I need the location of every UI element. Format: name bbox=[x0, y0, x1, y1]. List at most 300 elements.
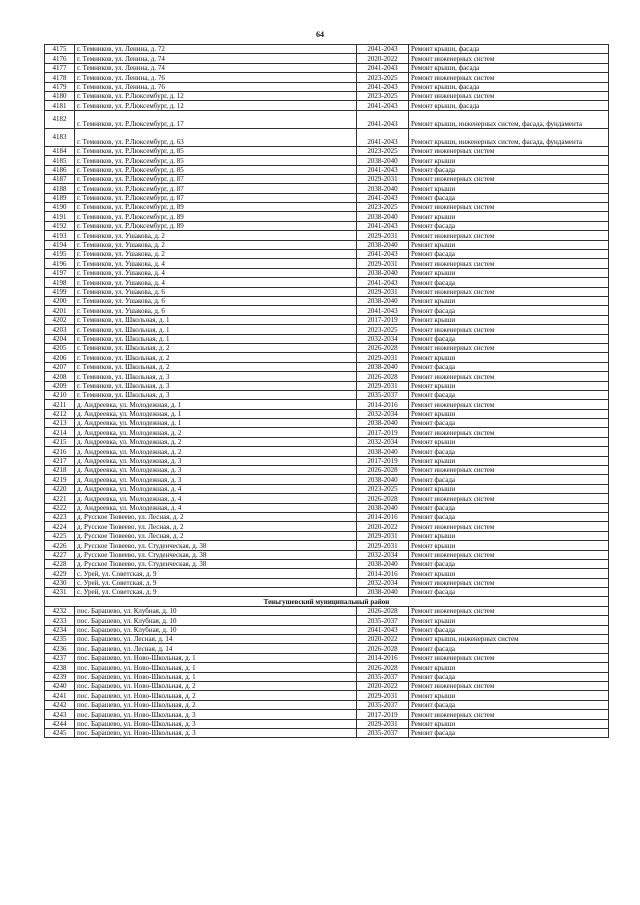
row-work-type: Ремонт крыши bbox=[409, 268, 609, 277]
row-number: 4231 bbox=[45, 588, 75, 597]
row-number: 4206 bbox=[45, 353, 75, 362]
row-period: 2032-2034 bbox=[357, 409, 409, 418]
table-row bbox=[45, 325, 609, 334]
table-row bbox=[45, 550, 609, 559]
row-period: 2017-2019 bbox=[357, 710, 409, 719]
row-address: д. Русское Тювеево, ул. Лесная, д. 2 bbox=[75, 531, 357, 540]
row-number: 4175 bbox=[45, 45, 75, 54]
row-number: 4217 bbox=[45, 456, 75, 465]
table-row bbox=[45, 390, 609, 399]
row-number: 4177 bbox=[45, 63, 75, 72]
row-period: 2029-2031 bbox=[357, 381, 409, 390]
table-row bbox=[45, 700, 609, 709]
table-row bbox=[45, 82, 609, 91]
table-row bbox=[45, 372, 609, 381]
table-row bbox=[45, 728, 609, 737]
row-period: 2038-2040 bbox=[357, 503, 409, 512]
table-row bbox=[45, 644, 609, 653]
table-row bbox=[45, 91, 609, 100]
row-period: 2020-2022 bbox=[357, 522, 409, 531]
row-number: 4218 bbox=[45, 466, 75, 475]
row-number: 4216 bbox=[45, 447, 75, 456]
row-period: 2020-2022 bbox=[357, 682, 409, 691]
row-address: с. Урей, ул. Советская, д. 9 bbox=[75, 588, 357, 597]
row-address: г. Темников, ул. Р.Люксембург, д. 85 bbox=[75, 165, 357, 174]
row-address: пос. Барашево, ул. Лесная, д. 14 bbox=[75, 644, 357, 653]
row-address: г. Темников, ул. Р.Люксембург, д. 12 bbox=[75, 91, 357, 100]
row-period: 2029-2031 bbox=[357, 231, 409, 240]
row-work-type: Ремонт крыши bbox=[409, 437, 609, 446]
table-row bbox=[45, 635, 609, 644]
row-work-type: Ремонт крыши, фасада bbox=[409, 45, 609, 54]
row-work-type: Ремонт фасада bbox=[409, 700, 609, 709]
row-number: 4232 bbox=[45, 606, 75, 615]
row-number: 4197 bbox=[45, 268, 75, 277]
row-work-type: Ремонт инженерных систем bbox=[409, 682, 609, 691]
row-period: 2026-2028 bbox=[357, 494, 409, 503]
row-number: 4227 bbox=[45, 550, 75, 559]
row-address: д. Андреевка, ул. Молодежная, д. 3 bbox=[75, 456, 357, 465]
table-row bbox=[45, 512, 609, 521]
row-number: 4228 bbox=[45, 559, 75, 568]
row-number: 4214 bbox=[45, 428, 75, 437]
row-work-type: Ремонт крыши bbox=[409, 569, 609, 578]
table-row bbox=[45, 212, 609, 221]
row-period: 2032-2034 bbox=[357, 578, 409, 587]
row-period: 2041-2043 bbox=[357, 128, 409, 146]
table-row bbox=[45, 334, 609, 343]
row-work-type: Ремонт фасада bbox=[409, 306, 609, 315]
row-address: пос. Барашево, ул. Клубная, д. 10 bbox=[75, 606, 357, 615]
row-number: 4238 bbox=[45, 663, 75, 672]
table-row bbox=[45, 315, 609, 324]
row-period: 2026-2028 bbox=[357, 663, 409, 672]
table-row bbox=[45, 353, 609, 362]
row-address: г. Темников, ул. Ушакова, д. 2 bbox=[75, 231, 357, 240]
row-number: 4222 bbox=[45, 503, 75, 512]
row-work-type: Ремонт инженерных систем bbox=[409, 710, 609, 719]
row-period: 2017-2019 bbox=[357, 428, 409, 437]
row-period: 2041-2043 bbox=[357, 221, 409, 230]
row-period: 2026-2028 bbox=[357, 644, 409, 653]
row-period: 2032-2034 bbox=[357, 550, 409, 559]
row-number: 4237 bbox=[45, 653, 75, 662]
table-row bbox=[45, 710, 609, 719]
row-period: 2020-2022 bbox=[357, 54, 409, 63]
row-address: г. Темников, ул. Школьная, д. 2 bbox=[75, 362, 357, 371]
table-row bbox=[45, 691, 609, 700]
row-address: пос. Барашево, ул. Ново-Школьная, д. 3 bbox=[75, 710, 357, 719]
row-address: д. Андреевка, ул. Молодежная, д. 3 bbox=[75, 466, 357, 475]
row-work-type: Ремонт инженерных систем bbox=[409, 231, 609, 240]
row-number: 4188 bbox=[45, 184, 75, 193]
table-row bbox=[45, 625, 609, 634]
row-work-type: Ремонт инженерных систем bbox=[409, 550, 609, 559]
table-row bbox=[45, 682, 609, 691]
table-row bbox=[45, 296, 609, 305]
row-period: 2041-2043 bbox=[357, 250, 409, 259]
row-number: 4189 bbox=[45, 193, 75, 202]
row-work-type: Ремонт крыши bbox=[409, 315, 609, 324]
row-number: 4219 bbox=[45, 475, 75, 484]
row-number: 4195 bbox=[45, 250, 75, 259]
row-number: 4229 bbox=[45, 569, 75, 578]
row-work-type: Ремонт крыши bbox=[409, 719, 609, 728]
row-address: с. Урей, ул. Советская, д. 9 bbox=[75, 578, 357, 587]
row-period: 2038-2040 bbox=[357, 588, 409, 597]
district-header-row bbox=[45, 597, 609, 606]
table-row bbox=[45, 409, 609, 418]
row-period: 2038-2040 bbox=[357, 240, 409, 249]
row-period: 2029-2031 bbox=[357, 531, 409, 540]
row-work-type: Ремонт крыши bbox=[409, 409, 609, 418]
row-period: 2023-2025 bbox=[357, 325, 409, 334]
row-work-type: Ремонт крыши bbox=[409, 212, 609, 221]
row-address: г. Темников, ул. Ушакова, д. 6 bbox=[75, 306, 357, 315]
row-number: 4178 bbox=[45, 73, 75, 82]
row-address: д. Русское Тювеево, ул. Студенческая, д. 38 bbox=[75, 541, 357, 550]
row-work-type: Ремонт фасада bbox=[409, 512, 609, 521]
row-period: 2029-2031 bbox=[357, 174, 409, 183]
row-address: пос. Барашево, ул. Ново-Школьная, д. 2 bbox=[75, 682, 357, 691]
row-work-type: Ремонт фасада bbox=[409, 390, 609, 399]
row-number: 4184 bbox=[45, 146, 75, 155]
row-period: 2023-2025 bbox=[357, 73, 409, 82]
row-period: 2035-2037 bbox=[357, 728, 409, 737]
row-work-type: Ремонт инженерных систем bbox=[409, 174, 609, 183]
row-address: г. Темников, ул. Ленина, д. 72 bbox=[75, 45, 357, 54]
row-work-type: Ремонт фасада bbox=[409, 278, 609, 287]
row-number: 4186 bbox=[45, 165, 75, 174]
row-address: г. Темников, ул. Школьная, д. 3 bbox=[75, 372, 357, 381]
row-period: 2038-2040 bbox=[357, 362, 409, 371]
row-address: д. Андреевка, ул. Молодежная, д. 4 bbox=[75, 503, 357, 512]
row-work-type: Ремонт крыши bbox=[409, 663, 609, 672]
row-work-type: Ремонт крыши bbox=[409, 296, 609, 305]
row-period: 2014-2016 bbox=[357, 653, 409, 662]
row-number: 4235 bbox=[45, 635, 75, 644]
table-row bbox=[45, 174, 609, 183]
row-period: 2038-2040 bbox=[357, 559, 409, 568]
row-work-type: Ремонт инженерных систем bbox=[409, 400, 609, 409]
row-period: 2038-2040 bbox=[357, 296, 409, 305]
table-row bbox=[45, 475, 609, 484]
row-work-type: Ремонт инженерных систем bbox=[409, 466, 609, 475]
table-row bbox=[45, 606, 609, 615]
row-work-type: Ремонт фасада bbox=[409, 250, 609, 259]
row-work-type: Ремонт фасада bbox=[409, 503, 609, 512]
row-address: с. Урей, ул. Советская, д. 9 bbox=[75, 569, 357, 578]
row-number: 4180 bbox=[45, 91, 75, 100]
row-work-type: Ремонт инженерных систем bbox=[409, 325, 609, 334]
row-work-type: Ремонт инженерных систем bbox=[409, 146, 609, 155]
row-period: 2035-2037 bbox=[357, 672, 409, 681]
row-work-type: Ремонт крыши bbox=[409, 240, 609, 249]
table-row bbox=[45, 663, 609, 672]
table-row bbox=[45, 110, 609, 128]
row-address: пос. Барашево, ул. Ново-Школьная, д. 2 bbox=[75, 700, 357, 709]
row-number: 4239 bbox=[45, 672, 75, 681]
row-period: 2041-2043 bbox=[357, 82, 409, 91]
row-period: 2041-2043 bbox=[357, 625, 409, 634]
row-work-type: Ремонт инженерных систем bbox=[409, 259, 609, 268]
row-address: г. Темников, ул. Школьная, д. 3 bbox=[75, 381, 357, 390]
row-number: 4210 bbox=[45, 390, 75, 399]
row-address: г. Темников, ул. Р.Люксембург, д. 17 bbox=[75, 110, 357, 128]
table-row bbox=[45, 719, 609, 728]
row-address: г. Темников, ул. Р.Люксембург, д. 89 bbox=[75, 203, 357, 212]
row-work-type: Ремонт инженерных систем bbox=[409, 54, 609, 63]
row-number: 4202 bbox=[45, 315, 75, 324]
row-address: пос. Барашево, ул. Ново-Школьная, д. 1 bbox=[75, 653, 357, 662]
table-row bbox=[45, 672, 609, 681]
row-work-type: Ремонт фасада bbox=[409, 625, 609, 634]
row-number: 4194 bbox=[45, 240, 75, 249]
row-number: 4234 bbox=[45, 625, 75, 634]
row-work-type: Ремонт крыши bbox=[409, 484, 609, 493]
row-number: 4243 bbox=[45, 710, 75, 719]
table-body bbox=[45, 45, 609, 738]
row-number: 4191 bbox=[45, 212, 75, 221]
table-row bbox=[45, 456, 609, 465]
row-period: 2038-2040 bbox=[357, 268, 409, 277]
table-row bbox=[45, 484, 609, 493]
row-number: 4233 bbox=[45, 616, 75, 625]
row-number: 4198 bbox=[45, 278, 75, 287]
row-work-type: Ремонт фасада bbox=[409, 728, 609, 737]
row-work-type: Ремонт инженерных систем bbox=[409, 203, 609, 212]
row-work-type: Ремонт крыши, фасада bbox=[409, 101, 609, 110]
row-period: 2035-2037 bbox=[357, 390, 409, 399]
table-row bbox=[45, 259, 609, 268]
row-number: 4213 bbox=[45, 419, 75, 428]
row-address: г. Темников, ул. Ушакова, д. 4 bbox=[75, 278, 357, 287]
row-period: 2023-2025 bbox=[357, 146, 409, 155]
row-number: 4209 bbox=[45, 381, 75, 390]
row-address: д. Андреевка, ул. Молодежная, д. 2 bbox=[75, 437, 357, 446]
table-row bbox=[45, 522, 609, 531]
row-period: 2041-2043 bbox=[357, 45, 409, 54]
row-work-type: Ремонт крыши bbox=[409, 184, 609, 193]
row-address: г. Темников, ул. Р.Люксембург, д. 89 bbox=[75, 221, 357, 230]
table-row bbox=[45, 231, 609, 240]
row-work-type: Ремонт инженерных систем bbox=[409, 494, 609, 503]
row-period: 2038-2040 bbox=[357, 447, 409, 456]
row-period: 2038-2040 bbox=[357, 184, 409, 193]
row-work-type: Ремонт фасада bbox=[409, 193, 609, 202]
table-row bbox=[45, 165, 609, 174]
row-period: 2023-2025 bbox=[357, 203, 409, 212]
row-period: 2032-2034 bbox=[357, 437, 409, 446]
row-address: г. Темников, ул. Ушакова, д. 4 bbox=[75, 259, 357, 268]
row-address: д. Андреевка, ул. Молодежная, д. 4 bbox=[75, 494, 357, 503]
table-row bbox=[45, 569, 609, 578]
row-work-type: Ремонт крыши bbox=[409, 616, 609, 625]
row-number: 4240 bbox=[45, 682, 75, 691]
row-address: г. Темников, ул. Школьная, д. 3 bbox=[75, 390, 357, 399]
row-number: 4203 bbox=[45, 325, 75, 334]
row-number: 4196 bbox=[45, 259, 75, 268]
row-number: 4230 bbox=[45, 578, 75, 587]
row-period: 2014-2016 bbox=[357, 512, 409, 521]
row-number: 4208 bbox=[45, 372, 75, 381]
row-work-type: Ремонт крыши, инженерных систем bbox=[409, 635, 609, 644]
row-address: г. Темников, ул. Ушакова, д. 2 bbox=[75, 240, 357, 249]
row-period: 2026-2028 bbox=[357, 372, 409, 381]
row-period: 2041-2043 bbox=[357, 101, 409, 110]
table-row bbox=[45, 578, 609, 587]
row-work-type: Ремонт фасада bbox=[409, 221, 609, 230]
row-address: пос. Барашево, ул. Клубная, д. 10 bbox=[75, 625, 357, 634]
row-address: д. Русское Тювеево, ул. Лесная, д. 2 bbox=[75, 512, 357, 521]
row-period: 2041-2043 bbox=[357, 165, 409, 174]
row-period: 2029-2031 bbox=[357, 691, 409, 700]
row-period: 2038-2040 bbox=[357, 156, 409, 165]
row-period: 2017-2019 bbox=[357, 315, 409, 324]
row-address: г. Темников, ул. Р.Люксембург, д. 85 bbox=[75, 156, 357, 165]
row-period: 2017-2019 bbox=[357, 456, 409, 465]
row-period: 2041-2043 bbox=[357, 306, 409, 315]
row-number: 4199 bbox=[45, 287, 75, 296]
row-address: г. Темников, ул. Ушакова, д. 6 bbox=[75, 296, 357, 305]
table-row bbox=[45, 184, 609, 193]
table-row bbox=[45, 343, 609, 352]
row-work-type: Ремонт фасада bbox=[409, 362, 609, 371]
row-period: 2014-2016 bbox=[357, 400, 409, 409]
row-work-type: Ремонт фасада bbox=[409, 475, 609, 484]
table-row bbox=[45, 45, 609, 54]
row-number: 4241 bbox=[45, 691, 75, 700]
row-work-type: Ремонт фасада bbox=[409, 672, 609, 681]
table-row bbox=[45, 221, 609, 230]
row-number: 4225 bbox=[45, 531, 75, 540]
row-number: 4221 bbox=[45, 494, 75, 503]
row-number: 4244 bbox=[45, 719, 75, 728]
row-number: 4193 bbox=[45, 231, 75, 240]
row-number: 4205 bbox=[45, 343, 75, 352]
row-address: г. Темников, ул. Ушакова, д. 6 bbox=[75, 287, 357, 296]
row-work-type: Ремонт фасада bbox=[409, 588, 609, 597]
row-period: 2029-2031 bbox=[357, 259, 409, 268]
row-address: д. Андреевка, ул. Молодежная, д. 2 bbox=[75, 447, 357, 456]
row-work-type: Ремонт крыши bbox=[409, 531, 609, 540]
table-row bbox=[45, 156, 609, 165]
row-work-type: Ремонт инженерных систем bbox=[409, 653, 609, 662]
row-address: г. Темников, ул. Ушакова, д. 4 bbox=[75, 268, 357, 277]
row-number: 4236 bbox=[45, 644, 75, 653]
row-address: д. Андреевка, ул. Молодежная, д. 1 bbox=[75, 400, 357, 409]
table-row bbox=[45, 400, 609, 409]
table-row bbox=[45, 428, 609, 437]
row-work-type: Ремонт фасада bbox=[409, 419, 609, 428]
row-work-type: Ремонт крыши, инженерных систем, фасада, фундамента bbox=[409, 128, 609, 146]
row-address: д. Русское Тювеево, ул. Лесная, д. 2 bbox=[75, 522, 357, 531]
table-row bbox=[45, 268, 609, 277]
table-row bbox=[45, 193, 609, 202]
row-address: г. Темников, ул. Школьная, д. 1 bbox=[75, 315, 357, 324]
row-address: г. Темников, ул. Р.Люксембург, д. 87 bbox=[75, 184, 357, 193]
row-number: 4183 bbox=[45, 128, 75, 146]
row-address: г. Темников, ул. Р.Люксембург, д. 63 bbox=[75, 128, 357, 146]
row-work-type: Ремонт крыши bbox=[409, 353, 609, 362]
row-number: 4201 bbox=[45, 306, 75, 315]
table-row bbox=[45, 287, 609, 296]
table-row bbox=[45, 531, 609, 540]
row-period: 2041-2043 bbox=[357, 193, 409, 202]
row-work-type: Ремонт фасада bbox=[409, 334, 609, 343]
table-row bbox=[45, 362, 609, 371]
row-number: 4242 bbox=[45, 700, 75, 709]
table-row bbox=[45, 128, 609, 146]
table-row bbox=[45, 447, 609, 456]
row-number: 4211 bbox=[45, 400, 75, 409]
row-work-type: Ремонт инженерных систем bbox=[409, 522, 609, 531]
table-row bbox=[45, 306, 609, 315]
table-row bbox=[45, 541, 609, 550]
row-address: д. Андреевка, ул. Молодежная, д. 1 bbox=[75, 409, 357, 418]
row-work-type: Ремонт фасада bbox=[409, 447, 609, 456]
row-period: 2029-2031 bbox=[357, 287, 409, 296]
row-work-type: Ремонт инженерных систем bbox=[409, 578, 609, 587]
row-period: 2038-2040 bbox=[357, 419, 409, 428]
row-period: 2035-2037 bbox=[357, 616, 409, 625]
row-period: 2026-2028 bbox=[357, 343, 409, 352]
row-address: пос. Барашево, ул. Ново-Школьная, д. 2 bbox=[75, 691, 357, 700]
row-work-type: Ремонт инженерных систем bbox=[409, 73, 609, 82]
table-row bbox=[45, 240, 609, 249]
row-address: г. Темников, ул. Школьная, д. 1 bbox=[75, 325, 357, 334]
row-number: 4176 bbox=[45, 54, 75, 63]
row-number: 4215 bbox=[45, 437, 75, 446]
table-row bbox=[45, 73, 609, 82]
row-number: 4223 bbox=[45, 512, 75, 521]
row-address: г. Темников, ул. Р.Люксембург, д. 89 bbox=[75, 212, 357, 221]
table-row bbox=[45, 101, 609, 110]
row-period: 2038-2040 bbox=[357, 475, 409, 484]
row-period: 2041-2043 bbox=[357, 278, 409, 287]
row-number: 4179 bbox=[45, 82, 75, 91]
row-work-type: Ремонт инженерных систем bbox=[409, 287, 609, 296]
row-work-type: Ремонт инженерных систем bbox=[409, 372, 609, 381]
table-row bbox=[45, 653, 609, 662]
row-address: г. Темников, ул. Ленина, д. 74 bbox=[75, 63, 357, 72]
row-address: д. Андреевка, ул. Молодежная, д. 3 bbox=[75, 475, 357, 484]
table-row bbox=[45, 559, 609, 568]
table-row bbox=[45, 203, 609, 212]
row-period: 2023-2025 bbox=[357, 91, 409, 100]
row-period: 2041-2043 bbox=[357, 110, 409, 128]
row-address: г. Темников, ул. Ленина, д. 76 bbox=[75, 82, 357, 91]
row-number: 4207 bbox=[45, 362, 75, 371]
row-period: 2029-2031 bbox=[357, 541, 409, 550]
row-work-type: Ремонт крыши, инженерных систем, фасада, фундамента bbox=[409, 110, 609, 128]
row-period: 2026-2028 bbox=[357, 606, 409, 615]
row-period: 2041-2043 bbox=[357, 63, 409, 72]
table-row bbox=[45, 63, 609, 72]
row-work-type: Ремонт крыши bbox=[409, 156, 609, 165]
row-number: 4187 bbox=[45, 174, 75, 183]
table-row bbox=[45, 419, 609, 428]
row-address: пос. Барашево, ул. Ново-Школьная, д. 1 bbox=[75, 672, 357, 681]
row-number: 4204 bbox=[45, 334, 75, 343]
row-address: д. Русское Тювеево, ул. Студенческая, д. 38 bbox=[75, 550, 357, 559]
row-number: 4182 bbox=[45, 110, 75, 128]
table-row bbox=[45, 437, 609, 446]
row-address: пос. Барашево, ул. Лесная, д. 14 bbox=[75, 635, 357, 644]
row-address: г. Темников, ул. Ленина, д. 74 bbox=[75, 54, 357, 63]
table-row bbox=[45, 616, 609, 625]
row-work-type: Ремонт фасада bbox=[409, 165, 609, 174]
